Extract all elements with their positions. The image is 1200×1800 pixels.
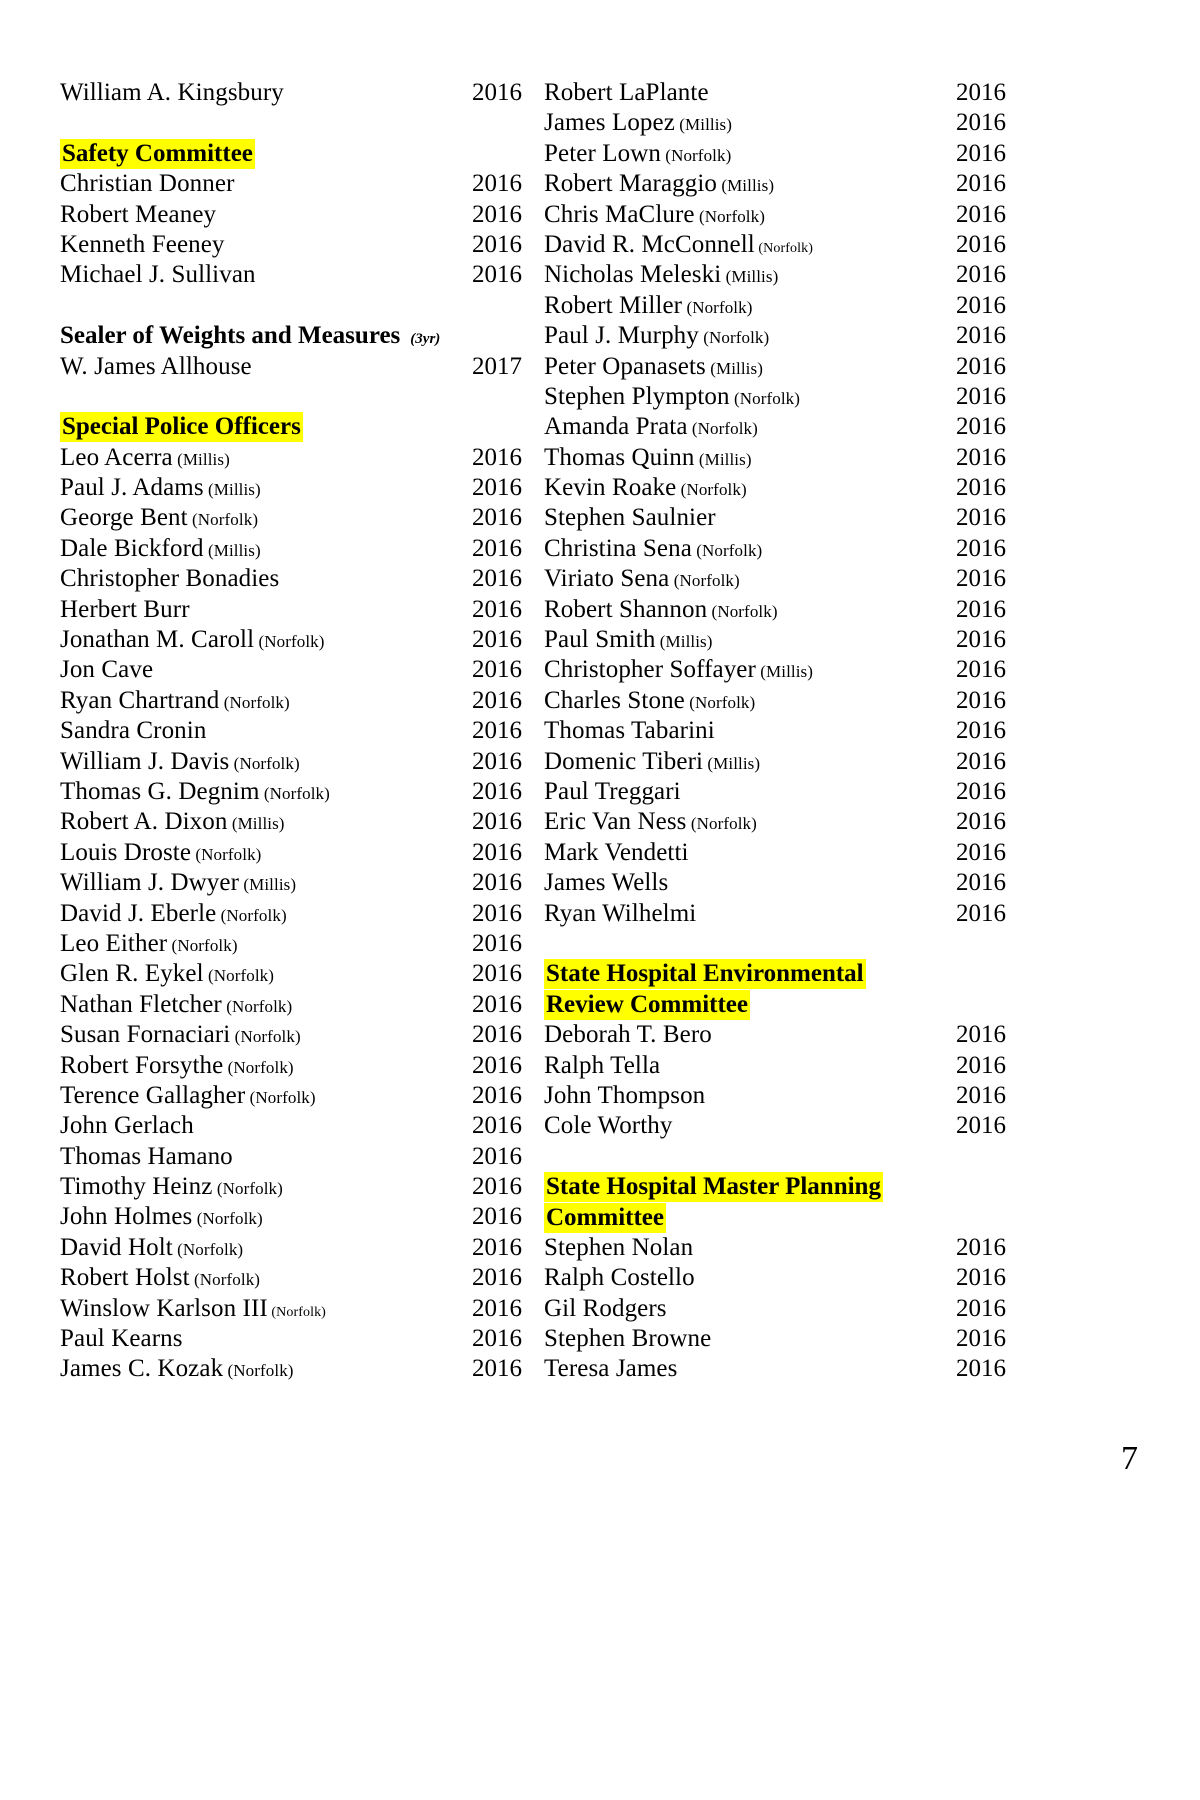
- roster-row: [544, 868, 1006, 898]
- town-qualifier: (Millis): [716, 176, 775, 196]
- person-name: Mark Vendetti: [544, 838, 689, 866]
- section-heading-text: Safety Committee: [62, 139, 253, 167]
- roster-row: [60, 230, 522, 260]
- town-qualifier: (Norfolk): [187, 510, 259, 530]
- town-qualifier: (Norfolk): [203, 966, 275, 986]
- term-expiry-year: 2016: [956, 808, 1006, 836]
- roster-row: [544, 291, 1006, 321]
- person-name: William A. Kingsbury: [60, 79, 284, 106]
- section-spacer: [544, 929, 1006, 959]
- person-name: Robert Meaney: [60, 200, 217, 228]
- term-expiry-year: 2016: [956, 1081, 1006, 1109]
- person-name: Charles Stone (Norfolk): [544, 686, 756, 714]
- person-name: Stephen Plympton (Norfolk): [544, 382, 801, 410]
- roster-row: [544, 412, 1006, 442]
- roster-row: [60, 1233, 522, 1263]
- person-name: George Bent (Norfolk): [60, 504, 259, 532]
- term-expiry-year: 2016: [956, 1051, 1006, 1079]
- term-expiry-year: 2016: [956, 777, 1006, 805]
- roster-row: [544, 169, 1006, 199]
- person-name: Ralph Tella: [544, 1051, 661, 1079]
- person-name: Nathan Fletcher (Norfolk): [60, 990, 293, 1018]
- roster-row: [544, 139, 1006, 169]
- term-expiry-year: 2016: [956, 291, 1006, 319]
- term-expiry-year: 2016: [956, 230, 1006, 258]
- roster-row: [60, 1081, 522, 1111]
- roster-row: [544, 1354, 1006, 1384]
- term-expiry-year: 2016: [472, 626, 522, 654]
- section-heading: [60, 412, 522, 442]
- town-qualifier: (Norfolk): [660, 145, 732, 165]
- person-name: Paul J. Adams (Millis): [60, 474, 261, 502]
- town-qualifier: (Norfolk): [684, 692, 756, 712]
- town-qualifier: (Millis): [239, 875, 297, 895]
- roster-row: [60, 777, 522, 807]
- roster-row: [60, 503, 522, 533]
- town-qualifier: (Millis): [694, 449, 752, 469]
- person-name: David R. McConnell (Norfolk): [544, 230, 813, 258]
- roster-row: [544, 352, 1006, 382]
- person-name: Robert LaPlante: [544, 79, 709, 106]
- roster-row: [544, 1111, 1006, 1141]
- two-column-layout: [60, 78, 1140, 1385]
- term-expiry-year: 2016: [472, 79, 522, 106]
- roster-row: [60, 260, 522, 290]
- person-name: John Thompson: [544, 1081, 706, 1109]
- person-name: William J. Dwyer (Millis): [60, 869, 297, 897]
- person-name: Teresa James: [544, 1355, 678, 1383]
- roster-row: [544, 260, 1006, 290]
- town-qualifier: (Norfolk): [729, 388, 801, 408]
- town-qualifier: (Norfolk): [191, 844, 262, 864]
- term-expiry-year: 2016: [956, 869, 1006, 897]
- term-expiry-year: 2016: [472, 960, 522, 988]
- person-name: Herbert Burr: [60, 595, 190, 623]
- roster-row: [60, 1263, 522, 1293]
- roster-row: [60, 716, 522, 746]
- person-name: Thomas Tabarini: [544, 717, 715, 745]
- section-spacer: [544, 1142, 1006, 1172]
- roster-row: [60, 990, 522, 1020]
- term-expiry-year: 2016: [472, 1142, 522, 1170]
- person-name: Robert Shannon (Norfolk): [544, 595, 778, 623]
- town-qualifier: (Norfolk): [698, 328, 770, 348]
- person-name: Amanda Prata (Norfolk): [544, 413, 758, 441]
- roster-row: [60, 443, 522, 473]
- term-expiry-year: 2016: [472, 777, 522, 805]
- roster-row: [60, 1020, 522, 1050]
- roster-row: [60, 625, 522, 655]
- section-heading: [60, 321, 522, 351]
- term-expiry-year: 2016: [472, 565, 522, 593]
- person-name: Leo Either (Norfolk): [60, 929, 238, 957]
- person-name: Thomas Quinn (Millis): [544, 443, 752, 471]
- person-name: Stephen Nolan: [544, 1233, 694, 1261]
- roster-row: [544, 838, 1006, 868]
- person-name: Peter Opanasets (Millis): [544, 352, 763, 380]
- roster-row: [60, 1142, 522, 1172]
- roster-row: [544, 200, 1006, 230]
- town-qualifier: (Millis): [674, 115, 733, 135]
- person-name: Christian Donner: [60, 170, 235, 198]
- roster-row: [60, 807, 522, 837]
- term-expiry-year: 2016: [956, 1112, 1006, 1140]
- person-name: Stephen Saulnier: [544, 504, 716, 532]
- continued-entry-row: [60, 78, 522, 108]
- term-expiry-year: 2016: [472, 1264, 522, 1292]
- section-heading-text: Special Police Officers: [62, 413, 301, 441]
- town-qualifier: (Norfolk): [669, 571, 740, 591]
- town-qualifier: (Norfolk): [245, 1087, 316, 1107]
- person-name: James C. Kozak (Norfolk): [60, 1355, 294, 1383]
- term-expiry-year: 2016: [956, 1355, 1006, 1383]
- term-expiry-year: 2016: [472, 1021, 522, 1049]
- person-name: Leo Acerra (Millis): [60, 443, 230, 471]
- term-expiry-year: 2016: [956, 747, 1006, 775]
- roster-row: [60, 1172, 522, 1202]
- person-name: Glen R. Eykel (Norfolk): [60, 960, 275, 988]
- roster-row: [60, 868, 522, 898]
- roster-row: [60, 352, 522, 382]
- term-expiry-year: 2016: [956, 139, 1006, 167]
- term-expiry-year: 2016: [472, 534, 522, 562]
- roster-row: [60, 838, 522, 868]
- roster-row: [544, 382, 1006, 412]
- term-expiry-year: 2016: [956, 1264, 1006, 1292]
- town-qualifier: (Norfolk): [223, 1057, 294, 1077]
- town-qualifier: (Millis): [227, 814, 285, 834]
- roster-row: [544, 1081, 1006, 1111]
- roster-row: [544, 534, 1006, 564]
- term-expiry-year: 2016: [472, 990, 522, 1018]
- roster-row: [544, 321, 1006, 351]
- left-column: [60, 78, 522, 1385]
- term-expiry-year: 2016: [472, 1325, 522, 1353]
- person-name: Winslow Karlson III (Norfolk): [60, 1294, 326, 1322]
- right-column: [544, 78, 1006, 1385]
- term-expiry-year: 2016: [956, 626, 1006, 654]
- term-expiry-year: 2016: [472, 1233, 522, 1261]
- person-name: Peter Lown (Norfolk): [544, 139, 732, 167]
- person-name: Ralph Costello: [544, 1264, 695, 1292]
- roster-row: [544, 655, 1006, 685]
- person-name: David J. Eberle (Norfolk): [60, 899, 287, 927]
- roster-row: [544, 473, 1006, 503]
- term-expiry-year: 2016: [956, 717, 1006, 745]
- term-expiry-year: 2016: [472, 200, 522, 228]
- roster-row: [544, 108, 1006, 138]
- roster-row: [544, 564, 1006, 594]
- town-qualifier: (Norfolk): [221, 996, 293, 1016]
- term-expiry-year: 2016: [472, 1294, 522, 1322]
- term-expiry-year: 2016: [956, 686, 1006, 714]
- roster-row: [60, 78, 522, 108]
- person-name: Louis Droste (Norfolk): [60, 838, 262, 866]
- term-expiry-year: 2016: [472, 717, 522, 745]
- town-qualifier: (Norfolk): [167, 935, 238, 955]
- person-name: Robert Forsythe (Norfolk): [60, 1051, 294, 1079]
- term-expiry-year: 2016: [472, 747, 522, 775]
- term-expiry-year: 2016: [472, 686, 522, 714]
- person-name: Domenic Tiberi (Millis): [544, 747, 761, 775]
- town-qualifier: (Norfolk): [189, 1270, 261, 1290]
- roster-row: [60, 899, 522, 929]
- roster-row: [60, 534, 522, 564]
- section-heading-text: State Hospital Environmental Review Committee: [546, 960, 864, 1018]
- term-expiry-year: 2016: [472, 808, 522, 836]
- term-expiry-year: 2016: [956, 261, 1006, 289]
- term-expiry-year: 2016: [956, 382, 1006, 410]
- term-expiry-year: 2016: [956, 1294, 1006, 1322]
- town-qualifier: (Millis): [655, 632, 713, 652]
- section-spacer: [60, 108, 522, 138]
- town-qualifier: (Norfolk): [223, 1361, 294, 1381]
- roster-row: [544, 1051, 1006, 1081]
- roster-row: [60, 473, 522, 503]
- section-heading-text: State Hospital Master Planning Committee: [546, 1173, 881, 1231]
- roster-row: [544, 1263, 1006, 1293]
- roster-row: [60, 595, 522, 625]
- term-expiry-year: 2016: [956, 504, 1006, 532]
- section-spacer: [60, 291, 522, 321]
- person-name: Stephen Browne: [544, 1325, 712, 1353]
- roster-row: [544, 807, 1006, 837]
- person-name: Thomas G. Degnim (Norfolk): [60, 777, 330, 805]
- person-name: Robert Holst (Norfolk): [60, 1264, 261, 1292]
- term-expiry-year: 2016: [956, 109, 1006, 137]
- person-name: James Lopez (Millis): [544, 109, 733, 137]
- town-qualifier: (Norfolk): [219, 692, 290, 712]
- left-column-sections: [60, 108, 522, 1384]
- term-expiry-year: 2016: [956, 899, 1006, 927]
- town-qualifier: (Norfolk): [172, 1239, 244, 1259]
- town-qualifier: (Norfolk): [259, 783, 330, 803]
- town-qualifier: (Norfolk): [267, 1304, 326, 1320]
- term-expiry-year: 2016: [956, 534, 1006, 562]
- roster-row: [544, 716, 1006, 746]
- roster-row: [60, 1111, 522, 1141]
- term-expiry-year: 2016: [472, 1051, 522, 1079]
- person-name: Deborah T. Bero: [544, 1021, 712, 1049]
- roster-row: [544, 503, 1006, 533]
- term-expiry-year: 2016: [472, 899, 522, 927]
- person-name: Paul Treggari: [544, 777, 681, 805]
- term-expiry-year: 2016: [956, 170, 1006, 198]
- person-name: Timothy Heinz (Norfolk): [60, 1173, 283, 1201]
- term-expiry-year: 2016: [472, 869, 522, 897]
- term-expiry-year: 2016: [472, 443, 522, 471]
- term-expiry-year: 2016: [472, 504, 522, 532]
- person-name: Robert Miller (Norfolk): [544, 291, 753, 319]
- town-qualifier: (Norfolk): [192, 1209, 263, 1229]
- roster-row: [60, 655, 522, 685]
- roster-row: [544, 686, 1006, 716]
- roster-row: [544, 625, 1006, 655]
- term-expiry-year: 2016: [956, 352, 1006, 380]
- roster-row: [60, 686, 522, 716]
- term-expiry-year: 2016: [472, 1081, 522, 1109]
- town-qualifier: (Norfolk): [694, 206, 765, 226]
- section-spacer: [60, 382, 522, 412]
- town-qualifier: (Millis): [703, 753, 761, 773]
- town-qualifier: (Millis): [172, 449, 230, 469]
- person-name: David Holt (Norfolk): [60, 1233, 244, 1261]
- term-expiry-year: 2016: [472, 474, 522, 502]
- roster-row: [544, 78, 1006, 108]
- person-name: Ryan Wilhelmi: [544, 899, 697, 927]
- town-qualifier: (Norfolk): [254, 632, 325, 652]
- section-heading: [544, 1172, 1006, 1233]
- page-number: 7: [1121, 1440, 1138, 1477]
- person-name: Christopher Soffayer (Millis): [544, 656, 814, 684]
- roster-row: [544, 899, 1006, 929]
- right-column-sections: [544, 929, 1006, 1385]
- roster-row: [544, 1324, 1006, 1354]
- roster-row: [60, 929, 522, 959]
- person-name: Paul Smith (Millis): [544, 626, 713, 654]
- town-qualifier: (Norfolk): [707, 601, 778, 621]
- roster-row: [60, 169, 522, 199]
- town-qualifier: (Norfolk): [212, 1179, 283, 1199]
- term-expiry-year: 2016: [472, 929, 522, 957]
- person-name: Susan Fornaciari (Norfolk): [60, 1021, 301, 1049]
- roster-row: [60, 564, 522, 594]
- town-qualifier: (Norfolk): [682, 297, 753, 317]
- term-expiry-year: 2016: [956, 565, 1006, 593]
- roster-row: [60, 1294, 522, 1324]
- section-heading-text: Sealer of Weights and Measures: [60, 322, 401, 350]
- town-qualifier: (Norfolk): [230, 1027, 301, 1047]
- term-expiry-year: 2016: [956, 322, 1006, 350]
- section-term-length: (3yr): [410, 331, 441, 348]
- roster-row: [60, 1354, 522, 1384]
- roster-row: [60, 959, 522, 989]
- special-police-officers-continued: [544, 78, 1006, 929]
- person-name: Michael J. Sullivan: [60, 261, 256, 289]
- person-name: Kevin Roake (Norfolk): [544, 474, 747, 502]
- person-name: Cole Worthy: [544, 1112, 673, 1140]
- town-qualifier: (Norfolk): [686, 814, 757, 834]
- person-name: James Wells: [544, 869, 669, 897]
- term-expiry-year: 2016: [956, 656, 1006, 684]
- term-expiry-year: 2016: [956, 1021, 1006, 1049]
- person-name: Christopher Bonadies: [60, 565, 280, 593]
- town-qualifier: (Norfolk): [676, 480, 747, 500]
- town-qualifier: (Millis): [203, 480, 261, 500]
- person-name: W. James Allhouse: [60, 352, 252, 380]
- term-expiry-year: 2016: [472, 230, 522, 258]
- person-name: Jon Cave: [60, 656, 154, 684]
- town-qualifier: (Millis): [705, 358, 763, 378]
- town-qualifier: (Norfolk): [229, 753, 300, 773]
- term-expiry-year: 2016: [472, 1112, 522, 1140]
- term-expiry-year: 2016: [472, 1173, 522, 1201]
- person-name: Chris MaClure (Norfolk): [544, 200, 765, 228]
- roster-row: [544, 1233, 1006, 1263]
- person-name: Dale Bickford (Millis): [60, 534, 261, 562]
- term-expiry-year: 2016: [956, 474, 1006, 502]
- town-qualifier: (Norfolk): [754, 240, 813, 256]
- roster-row: [544, 1020, 1006, 1050]
- term-expiry-year: 2016: [956, 1233, 1006, 1261]
- term-expiry-year: 2017: [472, 352, 522, 380]
- person-name: Robert A. Dixon (Millis): [60, 808, 285, 836]
- section-heading: [544, 959, 1006, 1020]
- term-expiry-year: 2016: [472, 595, 522, 623]
- term-expiry-year: 2016: [472, 838, 522, 866]
- town-qualifier: (Norfolk): [687, 419, 758, 439]
- town-qualifier: (Norfolk): [691, 540, 763, 560]
- town-qualifier: (Millis): [721, 267, 779, 287]
- roster-row: [60, 200, 522, 230]
- person-name: Jonathan M. Caroll (Norfolk): [60, 626, 325, 654]
- town-qualifier: (Norfolk): [216, 905, 287, 925]
- roster-row: [60, 1051, 522, 1081]
- person-name: Nicholas Meleski (Millis): [544, 261, 779, 289]
- person-name: Paul Kearns: [60, 1325, 183, 1353]
- term-expiry-year: 2016: [472, 170, 522, 198]
- person-name: Kenneth Feeney: [60, 230, 225, 258]
- town-qualifier: (Millis): [755, 662, 814, 682]
- roster-row: [60, 747, 522, 777]
- person-name: Gil Rodgers: [544, 1294, 667, 1322]
- person-name: Terence Gallagher (Norfolk): [60, 1081, 316, 1109]
- roster-row: [544, 747, 1006, 777]
- term-expiry-year: 2016: [472, 1355, 522, 1383]
- roster-row: [544, 230, 1006, 260]
- term-expiry-year: 2016: [472, 656, 522, 684]
- person-name: John Holmes (Norfolk): [60, 1203, 263, 1231]
- roster-row: [544, 443, 1006, 473]
- roster-row: [60, 1324, 522, 1354]
- person-name: Viriato Sena (Norfolk): [544, 565, 740, 593]
- term-expiry-year: 2016: [472, 261, 522, 289]
- person-name: Sandra Cronin: [60, 717, 207, 745]
- term-expiry-year: 2016: [956, 79, 1006, 106]
- roster-row: [544, 1294, 1006, 1324]
- town-qualifier: (Millis): [203, 540, 261, 560]
- roster-row: [544, 777, 1006, 807]
- roster-row: [544, 595, 1006, 625]
- person-name: Robert Maraggio (Millis): [544, 170, 775, 198]
- person-name: Paul J. Murphy (Norfolk): [544, 322, 770, 350]
- person-name: Christina Sena (Norfolk): [544, 534, 763, 562]
- term-expiry-year: 2016: [956, 595, 1006, 623]
- person-name: John Gerlach: [60, 1112, 194, 1140]
- person-name: Thomas Hamano: [60, 1142, 233, 1170]
- term-expiry-year: 2016: [956, 838, 1006, 866]
- section-heading: [60, 139, 522, 169]
- person-name: Eric Van Ness (Norfolk): [544, 808, 757, 836]
- person-name: William J. Davis (Norfolk): [60, 747, 300, 775]
- person-name: Ryan Chartrand (Norfolk): [60, 686, 290, 714]
- term-expiry-year: 2016: [956, 1325, 1006, 1353]
- term-expiry-year: 2016: [472, 1203, 522, 1231]
- term-expiry-year: 2016: [956, 443, 1006, 471]
- roster-row: [60, 1202, 522, 1232]
- term-expiry-year: 2016: [956, 200, 1006, 228]
- term-expiry-year: 2016: [956, 413, 1006, 441]
